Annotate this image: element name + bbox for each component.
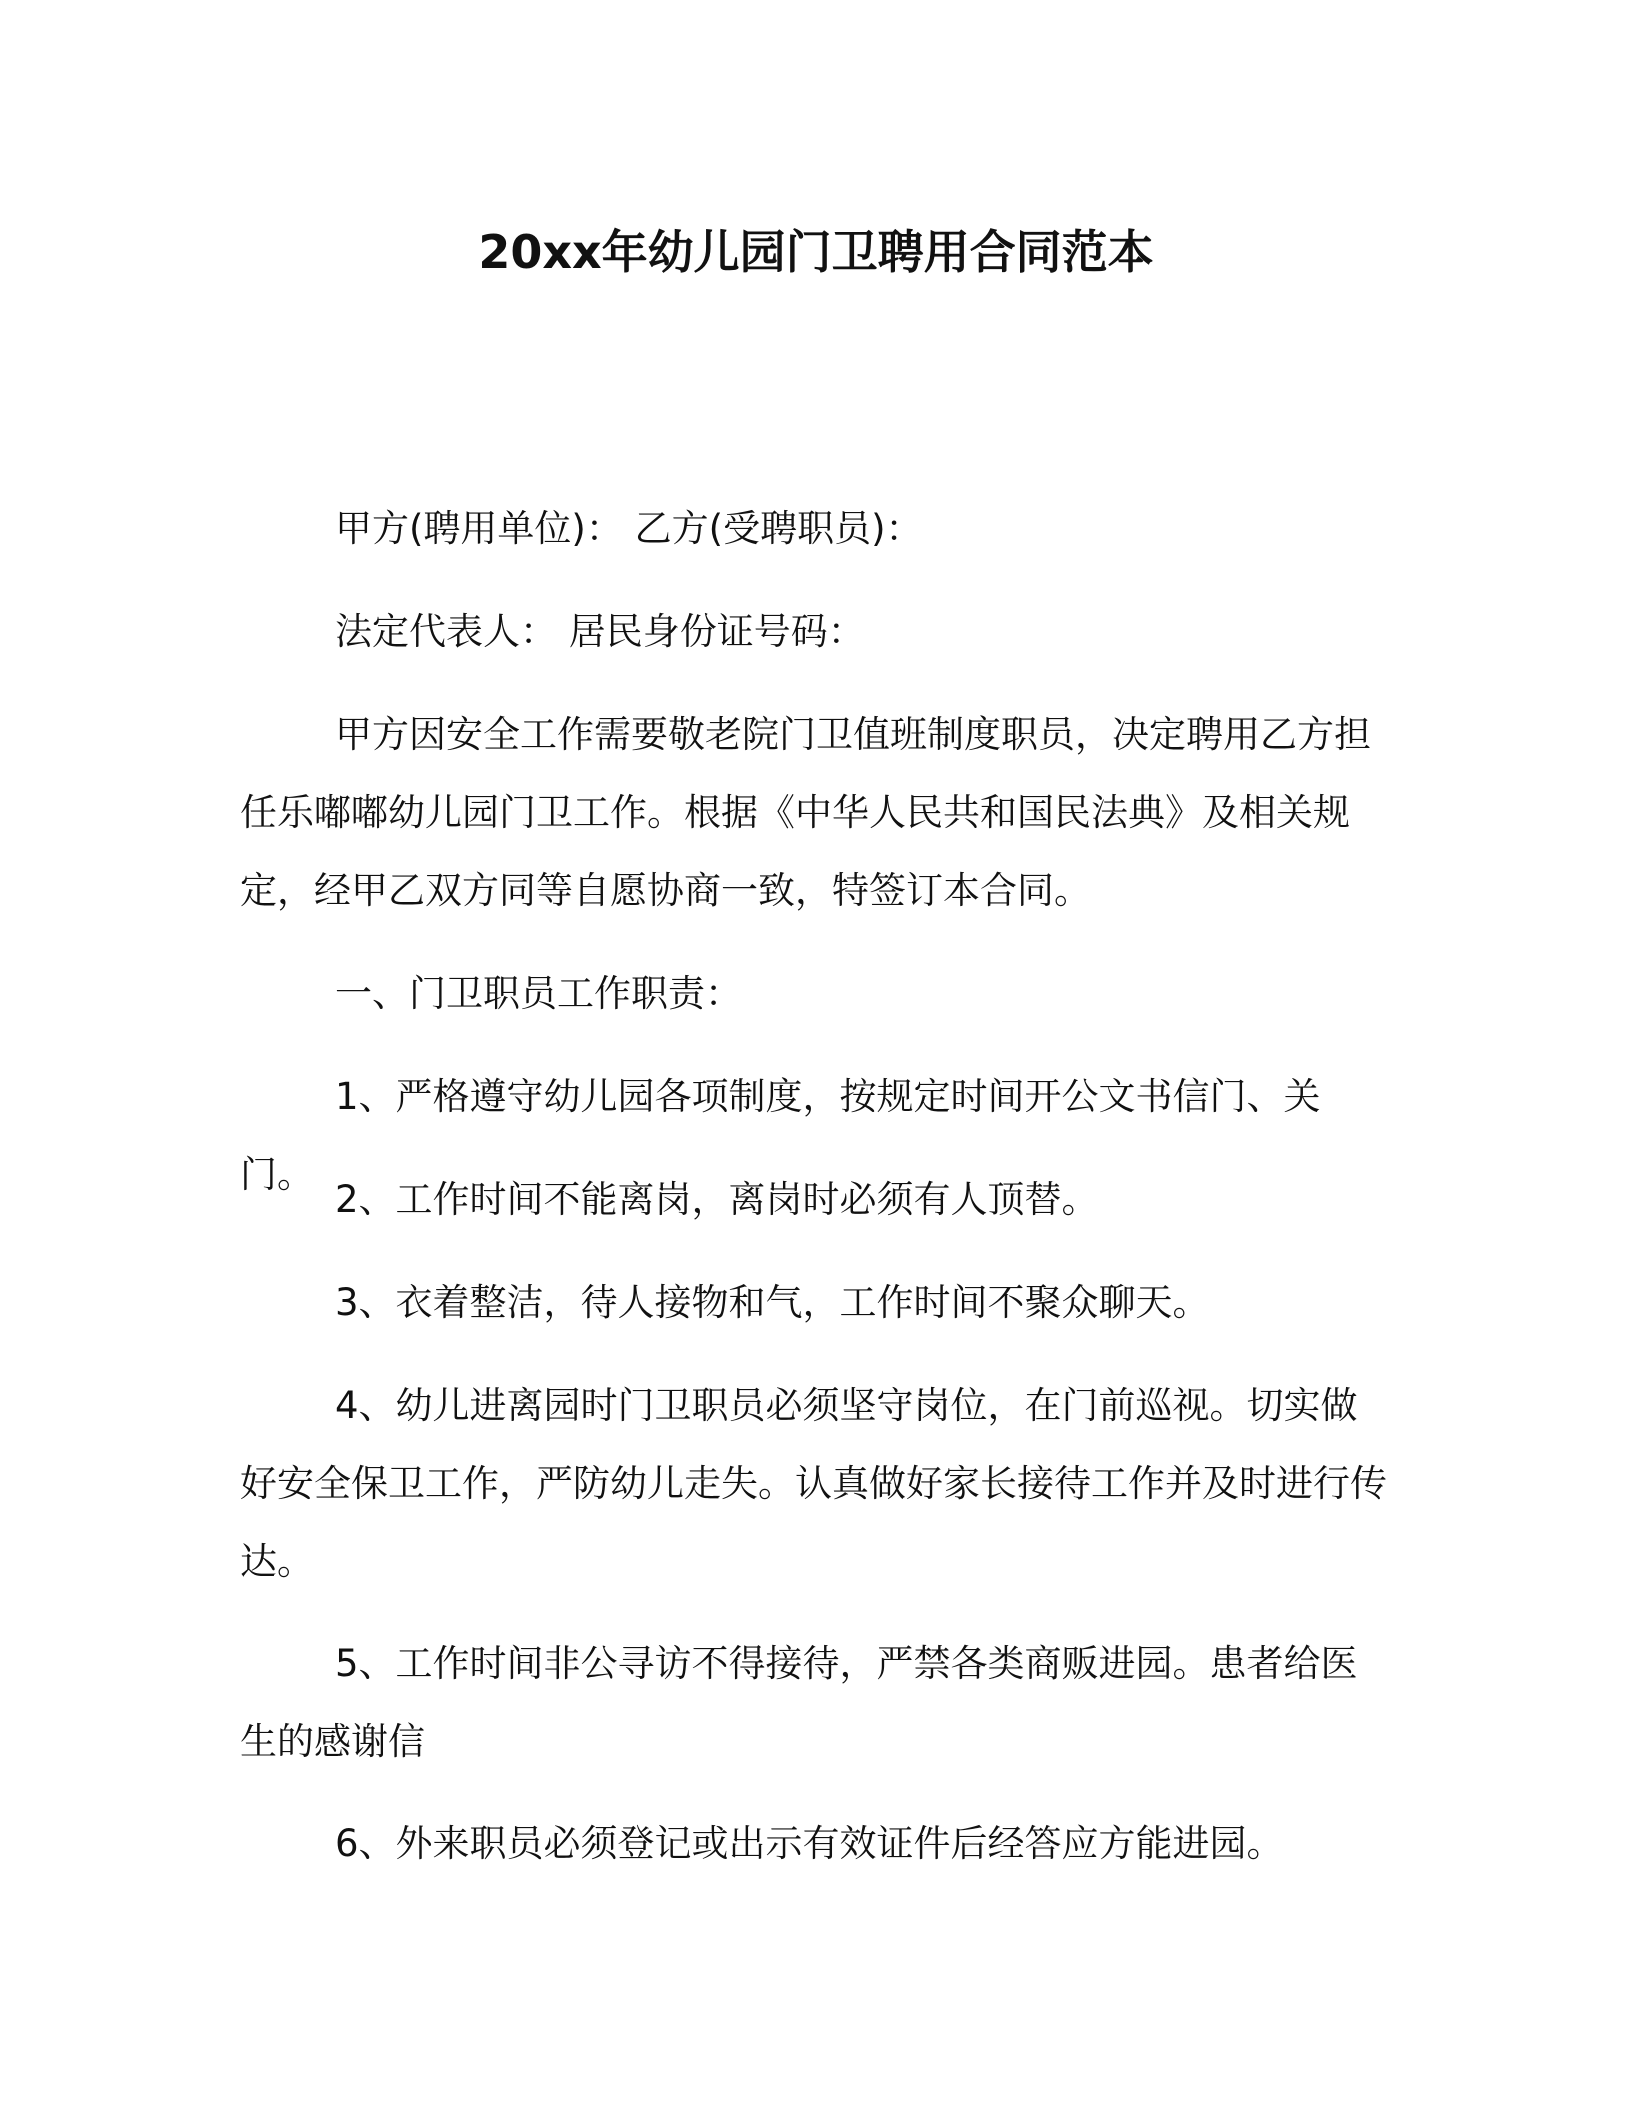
duty-item-4: 4、幼儿进离园时门卫职员必须坚守岗位，在门前巡视。切实做好安全保卫工作，严防幼儿走失。认真做好家长接待工作并及时进行传达。 bbox=[240, 1384, 1387, 1583]
duty-item-5: 5、工作时间非公寻访不得接待，严禁各类商贩进园。患者给医生的感谢信 bbox=[240, 1642, 1358, 1763]
duty-item-1: 1、严格遵守幼儿园各项制度，按规定时间开公文书信门、关门。 bbox=[240, 1075, 1321, 1196]
intro-paragraph: 甲方因安全工作需要敬老院门卫值班制度职员，决定聘用乙方担任乐嘟嘟幼儿园门卫工作。根据《中华人民共和国民法典》及相关规定，经甲乙双方同等自愿协商一致，特签订本合同。 bbox=[240, 713, 1371, 912]
duty-item-2: 2、工作时间不能离岗，离岗时必须有人顶替。 bbox=[335, 1178, 1099, 1221]
section-heading: 一、门卫职员工作职责： bbox=[335, 972, 742, 1015]
representative-line: 法定代表人： 居民身份证号码： bbox=[335, 610, 865, 653]
duty-item-3: 3、衣着整洁，待人接物和气，工作时间不聚众聊天。 bbox=[335, 1281, 1210, 1324]
party-line: 甲方(聘用单位)： 乙方(受聘职员)： bbox=[335, 507, 923, 550]
document-title: 20xx年幼儿园门卫聘用合同范本 bbox=[478, 225, 1154, 279]
duty-item-6: 6、外来职员必须登记或出示有效证件后经答应方能进园。 bbox=[335, 1822, 1284, 1865]
